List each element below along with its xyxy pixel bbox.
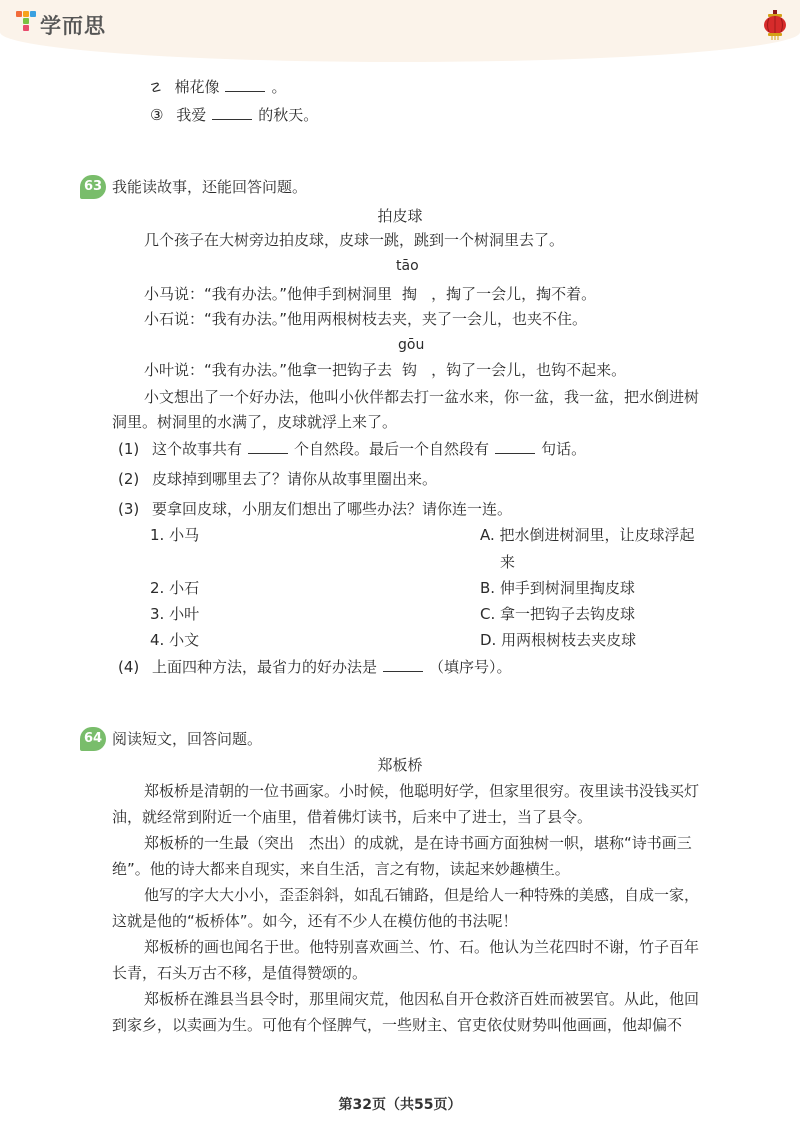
brand-name: 学而思 <box>40 14 106 38</box>
answer-blank[interactable] <box>248 439 288 454</box>
bullet-icon: ☡ <box>150 81 162 96</box>
sub-question-3: (3) 要拿回皮球，小朋友们想出了哪些办法？请你连一连。 <box>118 500 513 518</box>
logo-grid-icon <box>16 11 36 33</box>
article-title: 郑板桥 <box>377 756 423 774</box>
story-paragraph: 小文想出了一个好办法，他叫小伙伴都去打一盆水来，你一盆，我一盆，把水倒进树 <box>144 388 700 406</box>
article-line: 郑板桥的画也闻名于世。他特别喜欢画兰、竹、石。他认为兰花四时不谢，竹子百年 <box>144 938 700 956</box>
story-title: 拍皮球 <box>377 207 423 225</box>
answer-blank[interactable] <box>495 439 535 454</box>
article-line: 郑板桥在潍县当县令时，那里闹灾荒，他因私自开仓救济百姓而被罢官。从此，他回 <box>144 990 700 1008</box>
sub-question-2: (2) 皮球掉到哪里去了？请你从故事里圈出来。 <box>118 470 438 488</box>
answer-blank[interactable] <box>212 105 252 120</box>
match-right-item[interactable]: B. 伸手到树洞里掏皮球 <box>480 579 635 597</box>
brand-logo <box>16 10 126 36</box>
story-paragraph: 小叶说：“我有办法。”他拿一把钩子去 钩 ，钩了一会儿，也钩不起来。 <box>144 361 627 379</box>
story-paragraph: 洞里。树洞里的水满了，皮球就浮上来了。 <box>112 413 398 431</box>
story-paragraph: 小马说：“我有办法。”他伸手到树洞里 掏 ，掏了一会儿，掏不着。 <box>144 285 597 303</box>
article-line: 长青，石头万古不移，是值得赞颂的。 <box>112 964 368 982</box>
article-line: 郑板桥的一生最（突出 杰出）的成就，是在诗书画方面独树一帜，堪称“诗书画三 <box>144 834 692 852</box>
article-line: 这就是他的“板桥体”。如今，还有不少人在模仿他的书法呢！ <box>112 912 518 930</box>
match-right-item[interactable]: A. 把水倒进树洞里，让皮球浮起 <box>480 526 695 544</box>
prev-item-3: ③ 我爱 的秋天。 <box>150 106 319 124</box>
match-right-item[interactable]: C. 拿一把钩子去钩皮球 <box>480 605 636 623</box>
article-line: 油，就经常到附近一个庙里，借着佛灯读书，后来中了进士，当了县令。 <box>112 808 593 826</box>
match-right-item[interactable]: D. 用两根树枝去夹皮球 <box>480 631 637 649</box>
answer-blank[interactable] <box>225 77 265 92</box>
page-header <box>0 0 800 62</box>
story-paragraph: 小石说：“我有办法。”他用两根树枝去夹，夹了一会儿，也夹不住。 <box>144 310 588 328</box>
article-line: 郑板桥是清朝的一位书画家。小时候，他聪明好学，但家里很穷。夜里读书没钱买灯 <box>144 782 700 800</box>
pinyin-annotation: gōu <box>398 337 425 353</box>
question-number-badge: 64 <box>80 727 106 751</box>
pinyin-annotation: tāo <box>396 258 419 274</box>
match-right-item-continued: 来 <box>500 553 516 571</box>
answer-blank[interactable] <box>383 657 423 672</box>
page-number: 第32页（共55页） <box>338 1097 462 1113</box>
sub-question-1: (1) 这个故事共有 个自然段。最后一个自然段有 句话。 <box>118 440 587 458</box>
question-prompt: 阅读短文，回答问题。 <box>112 730 263 748</box>
match-left-item[interactable]: 2. 小石 <box>150 579 200 597</box>
article-line: 绝”。他的诗大都来自现实，来自生活，言之有物，读起来妙趣横生。 <box>112 860 570 878</box>
match-left-item[interactable]: 1. 小马 <box>150 526 200 544</box>
article-line: 到家乡，以卖画为生。可他有个怪脾气，一些财主、官吏依仗财势叫他画画，他却偏不 <box>112 1016 683 1034</box>
prev-item-2: ☡ 棉花像 。 <box>150 78 287 96</box>
question-number-badge: 63 <box>80 175 106 199</box>
sub-question-4: (4) 上面四种方法，最省力的好办法是 （填序号）。 <box>118 658 512 676</box>
match-left-item[interactable]: 4. 小文 <box>150 631 200 649</box>
article-line: 他写的字大大小小，歪歪斜斜，如乱石铺路，但是给人一种特殊的美感，自成一家， <box>144 886 700 904</box>
lantern-icon <box>762 10 788 40</box>
match-left-item[interactable]: 3. 小叶 <box>150 605 200 623</box>
story-paragraph: 几个孩子在大树旁边拍皮球，皮球一跳，跳到一个树洞里去了。 <box>144 231 565 249</box>
question-prompt: 我能读故事，还能回答问题。 <box>112 178 308 196</box>
